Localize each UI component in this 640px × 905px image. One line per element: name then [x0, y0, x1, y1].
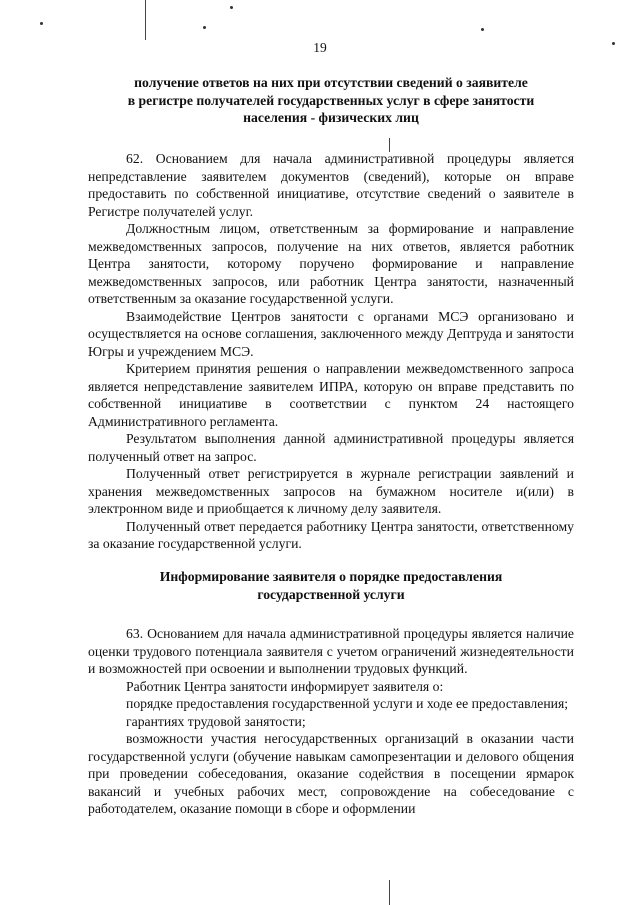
paragraph: Критерием принятия решения о направлении межведомственного запроса является непредставление заявителем ИПРА, которую он вправе представить по собственной инициативе в соответствии с пунктом 24 настоящего Административного регламента. — [88, 361, 574, 429]
section-body-2 — [88, 625, 574, 818]
heading-line: Информирование заявителя о порядке предоставления — [159, 569, 503, 584]
heading-line: населения - физических лиц — [243, 110, 419, 125]
paragraph: Полученный ответ передается работнику Центра занятости, ответственному за оказание государственной услуги. — [88, 518, 574, 551]
heading-line: получение ответов на них при отсутствии сведений о заявителе — [134, 75, 528, 90]
scan-artifact-dot — [40, 22, 43, 25]
paragraph: 62. Основанием для начала административной процедуры является непредставление заявителем документов (сведений), которые он вправе предоставить по собственной инициативе, отсутствие сведений о заявителе в Регистре получателей услуг. — [88, 151, 574, 219]
paragraph: Полученный ответ регистрируется в журнале регистрации заявлений и хранения межведомственных запросов на бумажном носителе и(или) в электронном виде и приобщается к личному делу заявителя. — [88, 466, 574, 516]
paragraph: гарантиях трудовой занятости; — [126, 713, 306, 729]
paragraph: возможности участия негосударственных организаций в оказании части государственной услуги (обучение навыкам самопрезентации и делового общения при проведении собеседования, оказание содействия в посещении ярмарок вакансий и учебных рабочих мест, сопровождение на собеседование с работодателем, оказание помощи в сборе и оформлении — [88, 731, 574, 816]
page-number: 19 — [313, 40, 327, 55]
scan-artifact-line — [389, 880, 390, 905]
scan-artifact-line — [145, 0, 146, 40]
scan-artifact-dot — [230, 6, 233, 9]
scan-artifact-dot — [481, 28, 484, 31]
section-body-1 — [88, 150, 574, 553]
section-heading-2 — [88, 568, 574, 603]
paragraph: порядке предоставления государственной услуги и ходе ее предоставления; — [126, 696, 569, 711]
section-heading-1 — [88, 74, 574, 127]
paragraph: 63. Основанием для начала административной процедуры является наличие оценки трудового потенциала заявителя с учетом ограничений жизнедеятельности и возможностей при освоении и выполнении трудовых функций. — [88, 626, 574, 676]
paragraph: Взаимодействие Центров занятости с органами МСЭ организовано и осуществляется на основе соглашения, заключенного между Дептруда и занятости Югры и учреждением МСЭ. — [88, 308, 574, 359]
heading-line: в регистре получателей государственных услуг в сфере занятости — [127, 92, 535, 108]
scan-artifact-dot — [203, 26, 206, 29]
paragraph: Результатом выполнения данной административной процедуры является полученный ответ на запрос. — [88, 431, 574, 464]
paragraph: Должностным лицом, ответственным за формирование и направление межведомственных запросов, получение на них ответов, является работник Центра занятости, которому поручено формирование и направление межведомственных запросов, или работник Центра занятости, назначенный ответственным за оказание государственной услуги. — [88, 221, 574, 306]
paragraph: Работник Центра занятости информирует заявителя о: — [126, 678, 444, 694]
heading-line: государственной услуги — [257, 586, 405, 602]
